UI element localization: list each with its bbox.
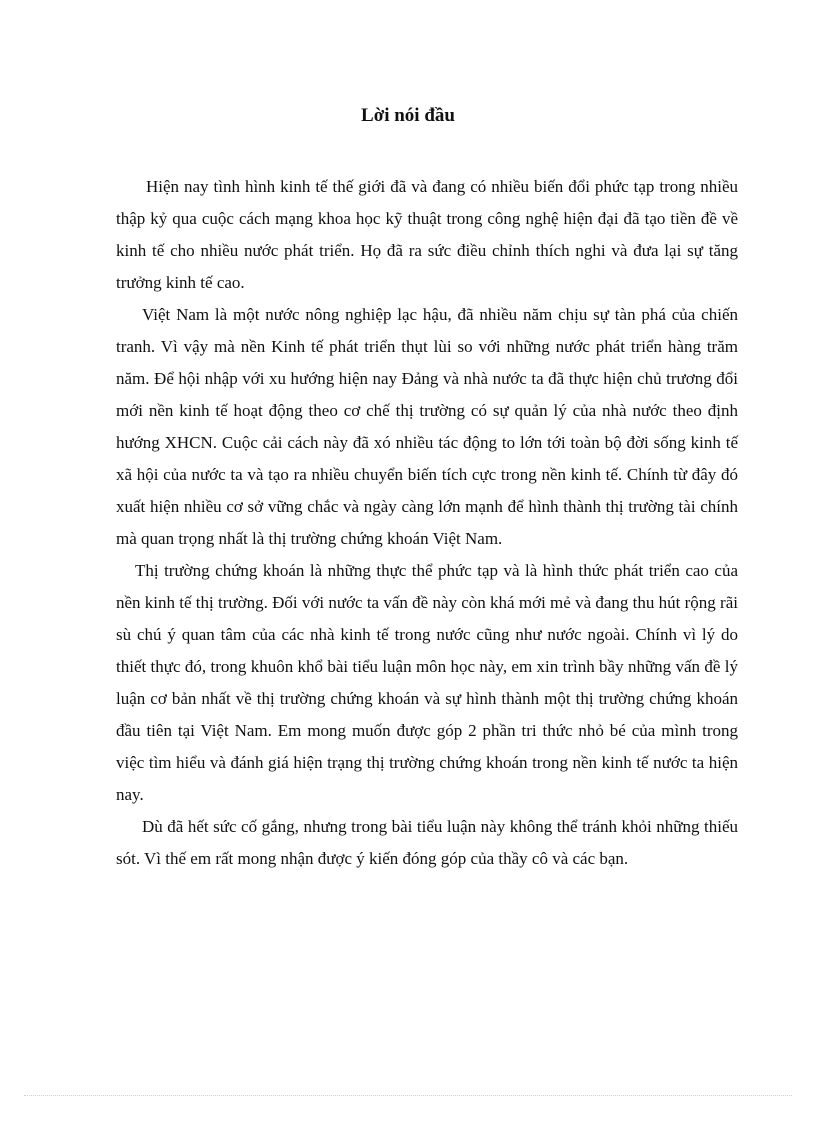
page-title: Lời nói đầu [361,105,455,126]
paragraph-closing: Dù đã hết sức cố gắng, nhưng trong bài tiểu luận này không thể tránh khỏi những thiếu sót. Vì thế em rất mong nhận được ý kiến đóng góp của thầy cô và các bạn. [116,817,738,868]
paragraph-stock-market: Thị trường chứng khoán là những thực thể phức tạp và là hình thức phát triển cao của nền kinh tế thị trường. Đối với nước ta vấn đề này còn khá mới mẻ và đang thu hút rộng rãi sù chú ý quan tâm của các nhà kinh tế trong nước cũng như nước ngoài. Chính vì lý do thiết thực đó, trong khuôn khổ bài tiểu luận môn học này, em xin trình bầy những vấn đề lý luận cơ bản nhất về thị trường chứng khoán và sự hình thành một thị trường chứng khoán đầu tiên tại Việt Nam. Em mong muốn được góp 2 phần tri thức nhỏ bé của mình trong việc tìm hiểu và đánh giá hiện trạng thị trường chứng khoán trong nền kinh tế nước ta hiện nay. [116,561,738,804]
document-body [116,171,738,875]
paragraph-vietnam: Việt Nam là một nước nông nghiệp lạc hậu, đã nhiều năm chịu sự tàn phá của chiến tranh. Vì vậy mà nền Kinh tế phát triển thụt lùi so với những nước phát triển hàng trăm năm. Để hội nhập với xu hướng hiện nay Đảng và nhà nước ta đã thực hiện chủ trương đổi mới nền kinh tế hoạt động theo cơ chế thị trường có sự quản lý của nhà nước theo định hướng XHCN. Cuộc cải cách này đã xó nhiều tác động to lớn tới toàn bộ đời sống kinh tế xã hội của nước ta và tạo ra nhiều chuyển biến tích cực trong nền kinh tế. Chính từ đây đó xuất hiện nhiều cơ sở vững chắc và ngày càng lớn mạnh để hình thành thị trường tài chính mà quan trọng nhất là thị trường chứng khoán Việt Nam. [116,305,738,548]
paragraph-intro: Hiện nay tình hình kinh tế thế giới đã và đang có nhiều biến đổi phức tạp trong nhiều thập kỷ qua cuộc cách mạng khoa học kỹ thuật trong công nghệ hiện đại đã tạo tiền đề về kinh tế cho nhiều nước phát triển. Họ đã ra sức điều chỉnh thích nghi và đưa lại sự tăng trưởng kinh tế cao. [116,177,738,292]
page-footer-divider [24,1095,792,1096]
